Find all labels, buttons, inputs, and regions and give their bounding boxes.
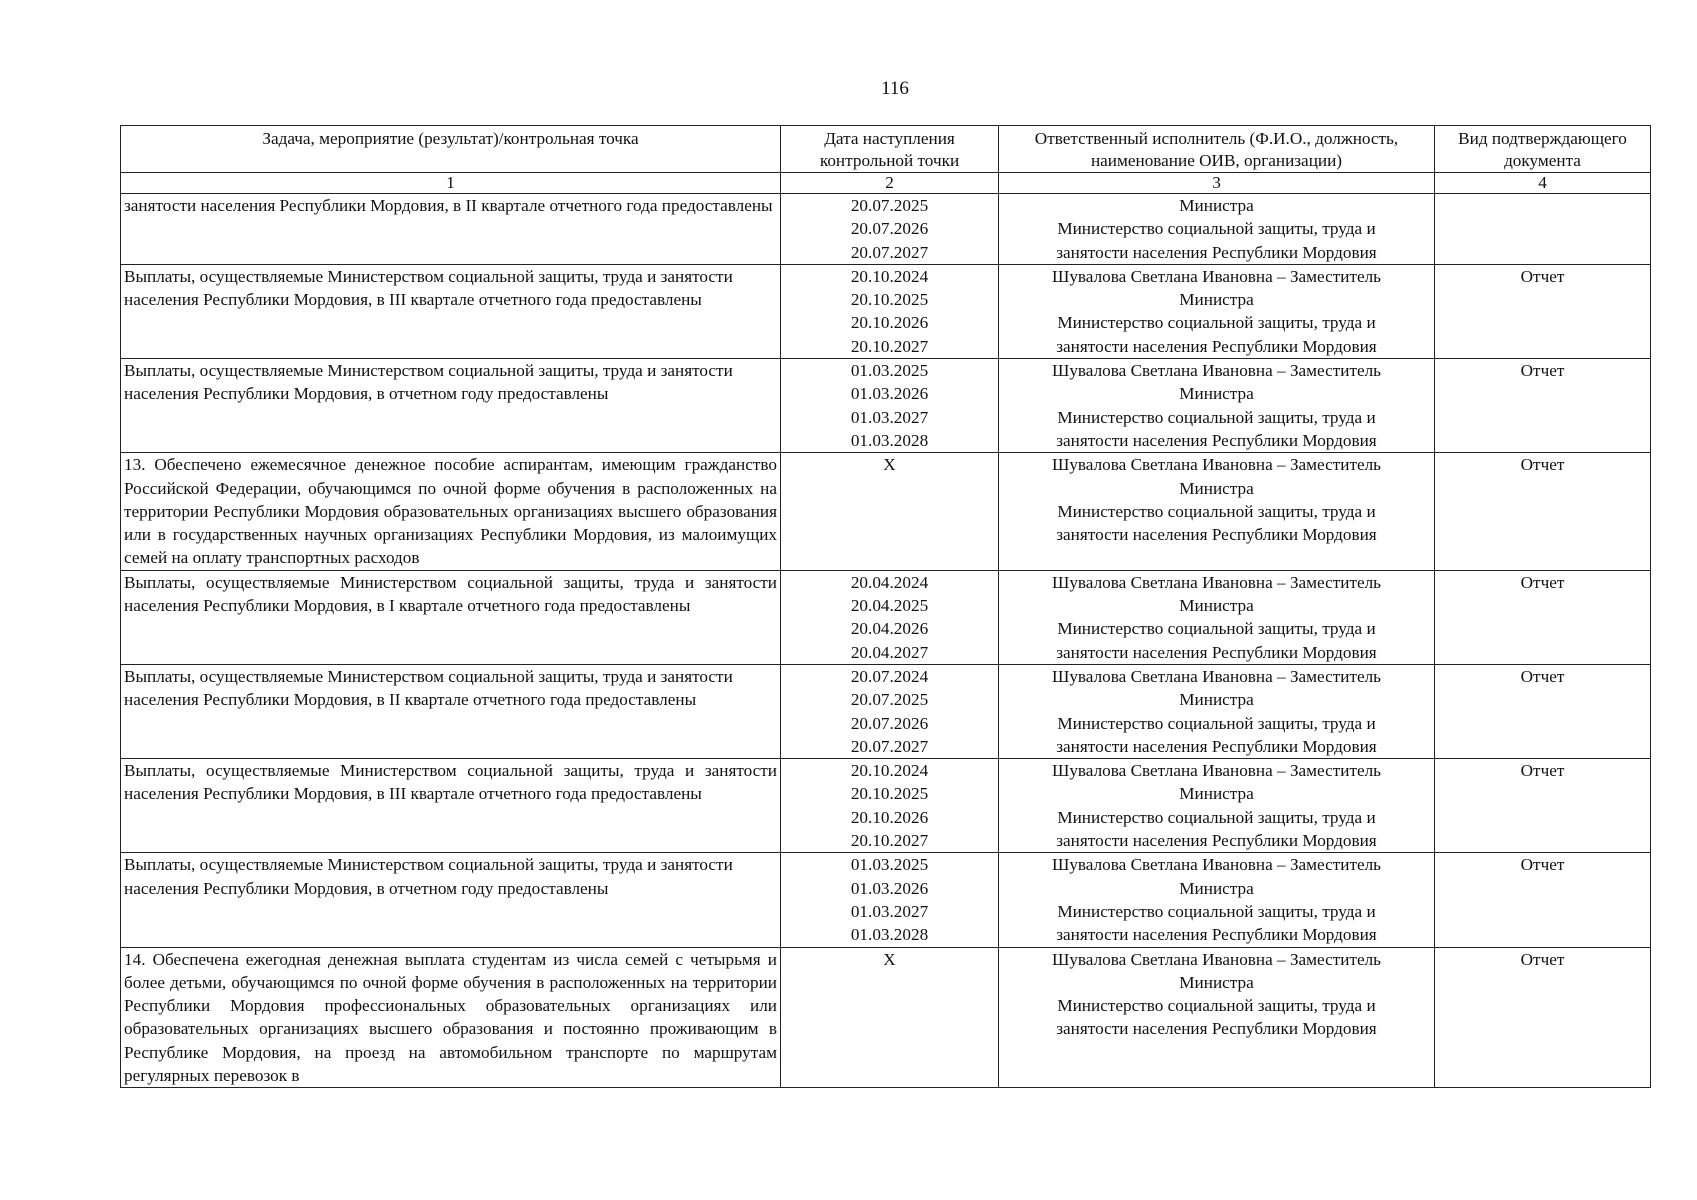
control-date: 01.03.2026: [850, 384, 929, 404]
control-date: 20.07.2027: [850, 736, 929, 756]
control-date: 20.07.2025: [850, 690, 929, 710]
responsible-line: занятости населения Республики Мордовия: [1056, 642, 1377, 662]
control-date: 01.03.2028: [850, 925, 929, 945]
control-date: 20.04.2027: [850, 642, 929, 662]
responsible-line: Шувалова Светлана Ивановна – Заместитель: [1051, 949, 1382, 969]
control-date: 20.07.2027: [850, 242, 929, 262]
responsible-cell: [999, 853, 1435, 947]
task-cell: Выплаты, осуществляемые Министерством социальной защиты, труда и занятости населения Республики Мордовия, в III квартале отчетного года предоставлены: [121, 759, 781, 853]
control-date: 01.03.2026: [850, 878, 929, 898]
page-number: 116: [881, 78, 909, 99]
responsible-line: Шувалова Светлана Ивановна – Заместитель: [1051, 855, 1382, 875]
control-date: 20.07.2026: [850, 713, 929, 733]
task-cell: Выплаты, осуществляемые Министерством социальной защиты, труда и занятости населения Республики Мордовия, в I квартале отчетного года предоставлены: [121, 570, 781, 664]
control-date: 01.03.2027: [850, 901, 929, 921]
task-cell: Выплаты, осуществляемые Министерством социальной защиты, труда и занятости населения Республики Мордовия, в III квартале отчетного года предоставлены: [121, 264, 781, 358]
responsible-line: Министра: [1179, 878, 1254, 898]
task-cell: занятости населения Республики Мордовия, в II квартале отчетного года предоставлены: [121, 194, 781, 265]
responsible-line: Шувалова Светлана Ивановна – Заместитель: [1051, 666, 1382, 686]
control-date: 20.04.2026: [850, 619, 929, 639]
responsible-cell: [999, 664, 1435, 758]
control-date: 20.07.2024: [850, 666, 929, 686]
control-date-cell: [781, 194, 999, 265]
responsible-line: Шувалова Светлана Ивановна – Заместитель: [1051, 361, 1382, 381]
document-type-cell: Отчет: [1435, 759, 1651, 853]
control-date: 20.10.2026: [850, 313, 929, 333]
table-row: [121, 453, 1651, 570]
responsible-cell: [999, 570, 1435, 664]
responsible-line: занятости населения Республики Мордовия: [1056, 525, 1377, 545]
control-date: 20.07.2026: [850, 219, 929, 239]
document-type-cell: Отчет: [1435, 853, 1651, 947]
responsible-cell: [999, 359, 1435, 453]
responsible-line: Министерство социальной защиты, труда и: [1057, 901, 1376, 921]
header-date: Дата наступления контрольной точки: [781, 126, 999, 173]
responsible-line: Министра: [1179, 478, 1254, 498]
control-date-cell: [781, 853, 999, 947]
control-date-cell: [781, 570, 999, 664]
responsible-line: Шувалова Светлана Ивановна – Заместитель: [1051, 761, 1382, 781]
responsible-line: Шувалова Светлана Ивановна – Заместитель: [1051, 266, 1382, 286]
header-row: [121, 126, 1651, 173]
column-number: 4: [1435, 173, 1651, 194]
document-type-cell: Отчет: [1435, 359, 1651, 453]
responsible-cell: [999, 759, 1435, 853]
responsible-line: Шувалова Светлана Ивановна – Заместитель: [1051, 572, 1382, 592]
responsible-line: Министра: [1179, 690, 1254, 710]
document-type-cell: Отчет: [1435, 453, 1651, 570]
responsible-line: занятости населения Республики Мордовия: [1056, 925, 1377, 945]
control-date: 20.10.2025: [850, 290, 929, 310]
responsible-line: Министра: [1179, 596, 1254, 616]
task-cell: Выплаты, осуществляемые Министерством социальной защиты, труда и занятости населения Республики Мордовия, в II квартале отчетного года предоставлены: [121, 664, 781, 758]
control-date: 20.04.2024: [850, 572, 929, 592]
responsible-line: Министерство социальной защиты, труда и: [1057, 807, 1376, 827]
table-row: [121, 194, 1651, 265]
task-cell: 13. Обеспечено ежемесячное денежное пособие аспирантам, имеющим гражданство Российской Федерации, обучающимся по очной форме обучения в расположенных на территории Республики Мордовия образовательных организациях высшего образования или в государственных научных организациях Республики Мордовия, из малоимущих семей на оплату транспортных расходов: [121, 453, 781, 570]
control-date: 01.03.2025: [850, 361, 929, 381]
control-date: 20.10.2027: [850, 831, 929, 851]
task-cell: Выплаты, осуществляемые Министерством социальной защиты, труда и занятости населения Республики Мордовия, в отчетном году предоставлены: [121, 853, 781, 947]
responsible-cell: [999, 264, 1435, 358]
document-type-cell: Отчет: [1435, 570, 1651, 664]
control-date: 20.04.2025: [850, 596, 929, 616]
responsible-line: Министра: [1179, 972, 1254, 992]
responsible-line: Шувалова Светлана Ивановна – Заместитель: [1051, 455, 1382, 475]
responsible-line: занятости населения Республики Мордовия: [1056, 336, 1377, 356]
control-date: 20.10.2024: [850, 761, 929, 781]
responsible-line: занятости населения Республики Мордовия: [1056, 831, 1377, 851]
document-type-cell: Отчет: [1435, 664, 1651, 758]
control-date: X: [883, 455, 896, 475]
task-cell: 14. Обеспечена ежегодная денежная выплата студентам из числа семей с четырьмя и более детьми, обучающимся по очной форме обучения в расположенных на территории Республики Мордовия профессиональных образовательных организациях или образовательных организациях высшего образования и постоянно проживающим в Республике Мордовия, на проезд на автомобильном транспорте по маршрутам регулярных перевозок в: [121, 947, 781, 1088]
responsible-line: Министерство социальной защиты, труда и: [1057, 313, 1376, 333]
control-date: 01.03.2028: [850, 430, 929, 450]
header-document-type: Вид подтверждающего документа: [1435, 126, 1651, 173]
control-date: 20.10.2026: [850, 807, 929, 827]
header-responsible: Ответственный исполнитель (Ф.И.О., должность, наименование ОИВ, организации): [999, 126, 1435, 173]
control-date: 01.03.2025: [850, 855, 929, 875]
responsible-line: Министерство социальной защиты, труда и: [1057, 713, 1376, 733]
table-row: [121, 947, 1651, 1088]
control-date-cell: [781, 359, 999, 453]
table-row: [121, 853, 1651, 947]
task-cell: Выплаты, осуществляемые Министерством социальной защиты, труда и занятости населения Республики Мордовия, в отчетном году предоставлены: [121, 359, 781, 453]
control-date-cell: [781, 453, 999, 570]
control-date: 20.07.2025: [850, 196, 929, 215]
responsible-line: Министра: [1179, 290, 1254, 310]
responsible-line: Министра: [1179, 384, 1254, 404]
responsible-line: занятости населения Республики Мордовия: [1056, 242, 1377, 262]
control-date-cell: [781, 264, 999, 358]
control-date-cell: [781, 947, 999, 1088]
control-points-table: [120, 125, 1651, 1088]
responsible-line: Министра: [1179, 784, 1254, 804]
control-date-cell: [781, 664, 999, 758]
column-number-row: [121, 173, 1651, 194]
responsible-line: занятости населения Республики Мордовия: [1056, 1019, 1377, 1039]
responsible-cell: [999, 453, 1435, 570]
table-body: [121, 194, 1651, 1088]
column-number: 1: [121, 173, 781, 194]
table-row: [121, 664, 1651, 758]
responsible-line: Министерство социальной защиты, труда и: [1057, 996, 1376, 1016]
responsible-line: занятости населения Республики Мордовия: [1056, 736, 1377, 756]
table-row: [121, 359, 1651, 453]
table-row: [121, 570, 1651, 664]
document-type-cell: Отчет: [1435, 947, 1651, 1088]
control-date-cell: [781, 759, 999, 853]
column-number: 3: [999, 173, 1435, 194]
responsible-line: занятости населения Республики Мордовия: [1056, 430, 1377, 450]
document-type-cell: Отчет: [1435, 264, 1651, 358]
control-date: 20.10.2025: [850, 784, 929, 804]
responsible-line: Министерство социальной защиты, труда и: [1057, 619, 1376, 639]
header-task: Задача, мероприятие (результат)/контрольная точка: [121, 126, 781, 173]
responsible-line: Министра: [1179, 196, 1254, 215]
responsible-cell: [999, 194, 1435, 265]
responsible-line: Министерство социальной защиты, труда и: [1057, 407, 1376, 427]
responsible-cell: [999, 947, 1435, 1088]
table-row: [121, 759, 1651, 853]
control-date: X: [883, 949, 896, 969]
control-date: 01.03.2027: [850, 407, 929, 427]
document-type-cell: [1435, 194, 1651, 265]
control-date: 20.10.2027: [850, 336, 929, 356]
responsible-line: Министерство социальной защиты, труда и: [1057, 501, 1376, 521]
control-date: 20.10.2024: [850, 266, 929, 286]
column-number: 2: [781, 173, 999, 194]
table-row: [121, 264, 1651, 358]
responsible-line: Министерство социальной защиты, труда и: [1057, 219, 1376, 239]
